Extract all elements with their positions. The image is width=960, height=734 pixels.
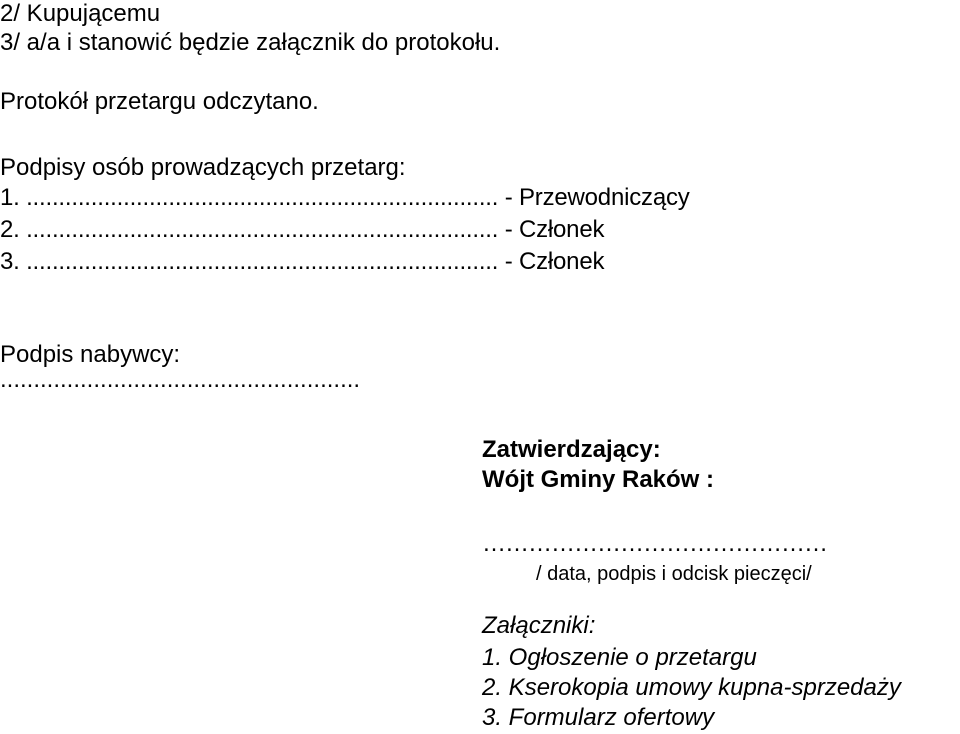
approver-name: Wójt Gminy Raków : (482, 466, 715, 493)
buyer-signature-line: ...................................................... (0, 366, 361, 393)
buyer-signature-heading: Podpis nabywcy: (0, 341, 181, 368)
text-zalacznik-note: 3/ a/a i stanowić będzie załącznik do protokołu. (0, 29, 501, 56)
signature-line-2: 2. ......................................................................... - Członek (0, 216, 605, 243)
approver-signature-caption: / data, podpis i odcisk pieczęci/ (536, 563, 812, 585)
signature-line-1: 1. ......................................................................... - Przewodniczący (0, 184, 690, 211)
signature-line-3: 3. ......................................................................... - Członek (0, 248, 605, 275)
approver-signature-line: ……………………………………… (482, 530, 827, 557)
attachments-heading: Załączniki: (482, 612, 596, 639)
text-kupujacemu: 2/ Kupującemu (0, 0, 161, 27)
signatures-heading: Podpisy osób prowadzących przetarg: (0, 154, 406, 181)
approver-heading: Zatwierdzający: (482, 436, 661, 463)
attachment-item-2: 2. Kserokopia umowy kupna-sprzedaży (482, 674, 901, 701)
text-protocol-read: Protokół przetargu odczytano. (0, 88, 319, 115)
attachment-item-1: 1. Ogłoszenie o przetargu (482, 644, 757, 671)
attachment-item-3: 3. Formularz ofertowy (482, 704, 715, 731)
